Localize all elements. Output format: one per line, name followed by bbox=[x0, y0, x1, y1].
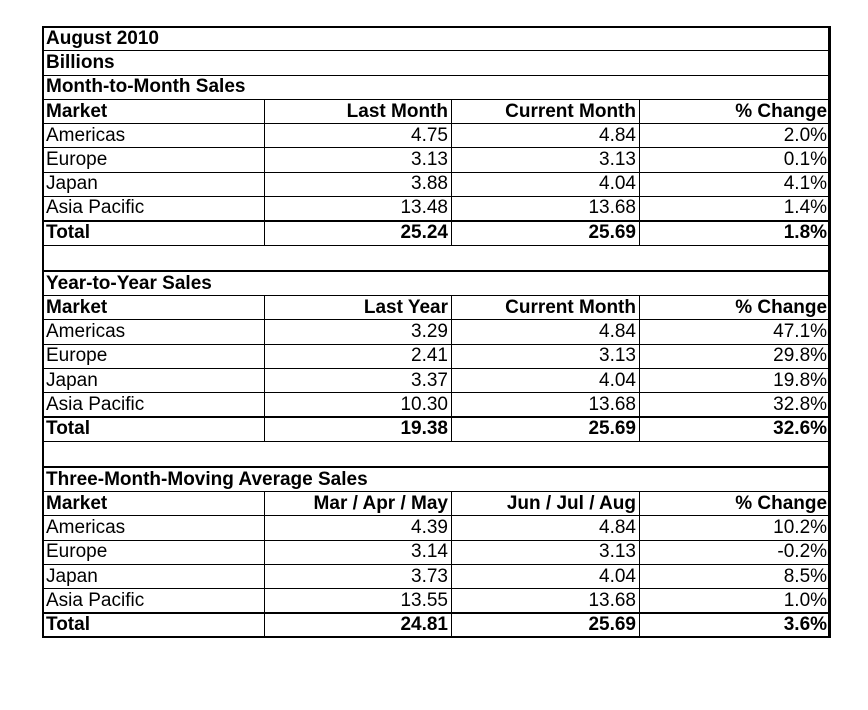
value-cell: 2.41 bbox=[265, 344, 452, 368]
total-value: 25.69 bbox=[452, 613, 640, 637]
table-row bbox=[43, 148, 831, 172]
total-value: 1.8% bbox=[640, 221, 831, 245]
value-cell: 3.88 bbox=[265, 172, 452, 196]
total-value: 25.24 bbox=[265, 221, 452, 245]
table-row bbox=[43, 368, 831, 392]
total-value: 25.69 bbox=[452, 221, 640, 245]
value-cell: 3.13 bbox=[452, 540, 640, 564]
value-cell: 13.68 bbox=[452, 197, 640, 221]
column-header-row bbox=[43, 492, 831, 516]
section-title: Year-to-Year Sales bbox=[43, 271, 831, 295]
table-row bbox=[43, 540, 831, 564]
value-cell: 32.8% bbox=[640, 393, 831, 417]
value-cell: 47.1% bbox=[640, 320, 831, 344]
spacer-cell bbox=[43, 245, 831, 271]
column-header: % Change bbox=[640, 492, 831, 516]
column-header: Market bbox=[43, 295, 265, 319]
table-row bbox=[43, 516, 831, 540]
market-cell: Asia Pacific bbox=[43, 197, 265, 221]
column-header: Last Month bbox=[265, 99, 452, 123]
value-cell: 4.04 bbox=[452, 172, 640, 196]
sales-table bbox=[42, 26, 831, 638]
market-cell: Europe bbox=[43, 344, 265, 368]
total-row bbox=[43, 221, 831, 245]
column-header-row bbox=[43, 99, 831, 123]
table-row bbox=[43, 393, 831, 417]
total-value: 3.6% bbox=[640, 613, 831, 637]
market-cell: Europe bbox=[43, 148, 265, 172]
table-row bbox=[43, 344, 831, 368]
value-cell: 13.68 bbox=[452, 589, 640, 613]
value-cell: 13.55 bbox=[265, 589, 452, 613]
section-title: Three-Month-Moving Average Sales bbox=[43, 467, 831, 491]
total-value: 19.38 bbox=[265, 417, 452, 441]
total-label: Total bbox=[43, 417, 265, 441]
title-row bbox=[43, 27, 831, 51]
value-cell: 4.75 bbox=[265, 124, 452, 148]
table-row bbox=[43, 320, 831, 344]
value-cell: 4.1% bbox=[640, 172, 831, 196]
value-cell: 10.30 bbox=[265, 393, 452, 417]
column-header: Current Month bbox=[452, 99, 640, 123]
report-units: Billions bbox=[43, 51, 831, 75]
column-header: % Change bbox=[640, 99, 831, 123]
table-row bbox=[43, 172, 831, 196]
market-cell: Asia Pacific bbox=[43, 589, 265, 613]
market-cell: Americas bbox=[43, 516, 265, 540]
table-row bbox=[43, 589, 831, 613]
total-label: Total bbox=[43, 221, 265, 245]
value-cell: 1.4% bbox=[640, 197, 831, 221]
value-cell: 3.13 bbox=[265, 148, 452, 172]
column-header: % Change bbox=[640, 295, 831, 319]
column-header: Last Year bbox=[265, 295, 452, 319]
column-header: Market bbox=[43, 492, 265, 516]
total-label: Total bbox=[43, 613, 265, 637]
value-cell: 8.5% bbox=[640, 564, 831, 588]
table-row bbox=[43, 124, 831, 148]
table-row bbox=[43, 564, 831, 588]
value-cell: 0.1% bbox=[640, 148, 831, 172]
spacer-row bbox=[43, 245, 831, 271]
value-cell: 13.68 bbox=[452, 393, 640, 417]
table-row bbox=[43, 197, 831, 221]
value-cell: 3.37 bbox=[265, 368, 452, 392]
value-cell: 3.13 bbox=[452, 344, 640, 368]
value-cell: 3.29 bbox=[265, 320, 452, 344]
units-row bbox=[43, 51, 831, 75]
value-cell: 29.8% bbox=[640, 344, 831, 368]
value-cell: 4.84 bbox=[452, 516, 640, 540]
total-row bbox=[43, 613, 831, 637]
value-cell: 1.0% bbox=[640, 589, 831, 613]
column-header-row bbox=[43, 295, 831, 319]
total-row bbox=[43, 417, 831, 441]
market-cell: Japan bbox=[43, 564, 265, 588]
value-cell: 4.84 bbox=[452, 320, 640, 344]
value-cell: 3.13 bbox=[452, 148, 640, 172]
section-title: Month-to-Month Sales bbox=[43, 75, 831, 99]
total-value: 25.69 bbox=[452, 417, 640, 441]
spacer-cell bbox=[43, 441, 831, 467]
spacer-row bbox=[43, 441, 831, 467]
value-cell: 4.04 bbox=[452, 564, 640, 588]
value-cell: -0.2% bbox=[640, 540, 831, 564]
section-title-row bbox=[43, 271, 831, 295]
column-header: Market bbox=[43, 99, 265, 123]
total-value: 32.6% bbox=[640, 417, 831, 441]
market-cell: Americas bbox=[43, 124, 265, 148]
section-title-row bbox=[43, 75, 831, 99]
report-title: August 2010 bbox=[43, 27, 831, 51]
value-cell: 19.8% bbox=[640, 368, 831, 392]
value-cell: 4.04 bbox=[452, 368, 640, 392]
column-header: Mar / Apr / May bbox=[265, 492, 452, 516]
value-cell: 10.2% bbox=[640, 516, 831, 540]
value-cell: 13.48 bbox=[265, 197, 452, 221]
market-cell: Japan bbox=[43, 172, 265, 196]
market-cell: Americas bbox=[43, 320, 265, 344]
market-cell: Europe bbox=[43, 540, 265, 564]
value-cell: 3.73 bbox=[265, 564, 452, 588]
market-cell: Japan bbox=[43, 368, 265, 392]
value-cell: 3.14 bbox=[265, 540, 452, 564]
market-cell: Asia Pacific bbox=[43, 393, 265, 417]
value-cell: 4.84 bbox=[452, 124, 640, 148]
value-cell: 4.39 bbox=[265, 516, 452, 540]
column-header: Jun / Jul / Aug bbox=[452, 492, 640, 516]
section-title-row bbox=[43, 467, 831, 491]
value-cell: 2.0% bbox=[640, 124, 831, 148]
total-value: 24.81 bbox=[265, 613, 452, 637]
column-header: Current Month bbox=[452, 295, 640, 319]
